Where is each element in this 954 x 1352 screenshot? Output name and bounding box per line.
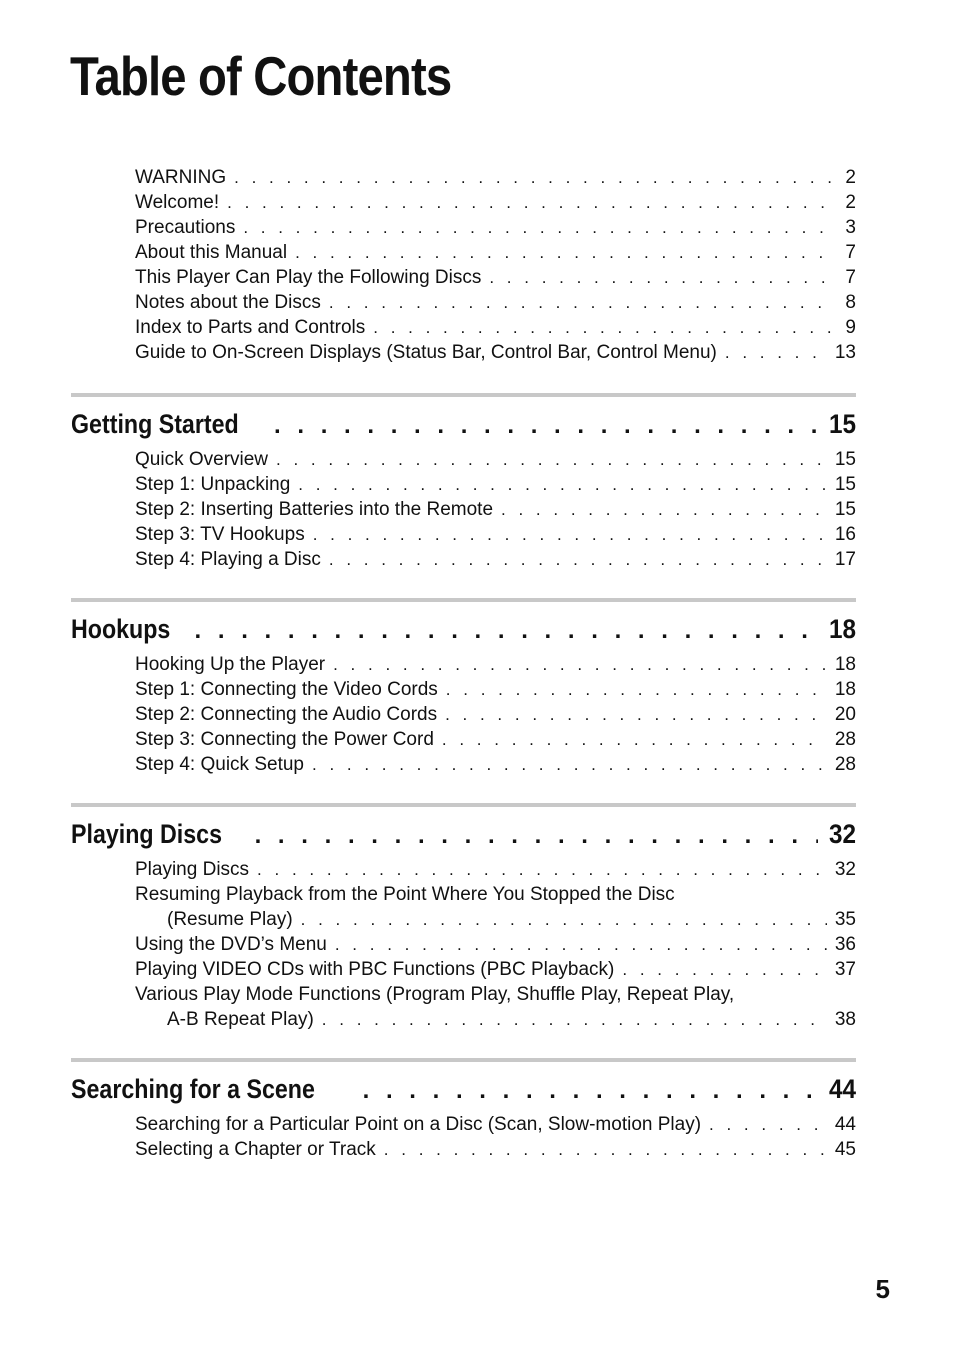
toc-entry-title: Playing Discs: [135, 859, 250, 880]
toc-entry-page: 38: [834, 1009, 856, 1030]
toc-entry-title: Step 4: Playing a Disc: [135, 549, 321, 570]
toc-entry-page: 16: [834, 524, 856, 545]
page-number: 5: [875, 1274, 890, 1304]
section-entries: [135, 1114, 856, 1164]
toc-entry[interactable]: [135, 729, 856, 754]
dot-leader: [301, 910, 827, 930]
section-heading-page: 15: [828, 409, 856, 439]
toc-entry-title: Notes about the Discs: [135, 292, 321, 313]
dot-leader: [276, 450, 827, 470]
dot-leader: [274, 412, 818, 440]
dot-leader: [622, 960, 826, 980]
toc-entry-page: 20: [834, 704, 856, 725]
toc-entry[interactable]: [135, 884, 856, 909]
toc-entry-page: 32: [834, 859, 856, 880]
toc-entry-title: Resuming Playback from the Point Where You Stopped the Disc: [135, 884, 675, 905]
dot-leader: [298, 475, 827, 495]
section-divider: [71, 598, 856, 602]
section-divider: [71, 803, 856, 807]
toc-entry[interactable]: [135, 292, 856, 317]
toc-entry-title: Hooking Up the Player: [135, 654, 326, 675]
dot-leader: [442, 730, 827, 750]
page-title: Table of Contents: [70, 45, 452, 107]
toc-entry-title: Step 3: Connecting the Power Cord: [135, 729, 434, 750]
toc-entry-page: 44: [834, 1114, 856, 1135]
toc-entry-title: Step 2: Connecting the Audio Cords: [135, 704, 438, 725]
section-heading[interactable]: [71, 819, 856, 859]
toc-entry-page: 45: [834, 1139, 856, 1160]
section-heading[interactable]: [71, 409, 856, 449]
toc-entry-title: Quick Overview: [135, 449, 269, 470]
toc-entry-page: 15: [834, 499, 856, 520]
dot-leader: [322, 1010, 827, 1030]
toc-entry-title: Index to Parts and Controls: [135, 317, 366, 338]
toc-entry[interactable]: [135, 934, 856, 959]
toc-entry-continuation-title: A-B Repeat Play): [167, 1009, 314, 1030]
dot-leader: [501, 500, 827, 520]
section-heading-page: 44: [828, 1074, 856, 1104]
toc-entry-page: 8: [845, 292, 856, 313]
toc-entry-page: 9: [845, 317, 856, 338]
toc-entry-title: About this Manual: [135, 242, 288, 263]
dot-leader: [255, 822, 818, 850]
toc-entry-title: Step 1: Connecting the Video Cords: [135, 679, 438, 700]
toc-entry-page: 37: [834, 959, 856, 980]
toc-entry-page: 3: [845, 217, 856, 238]
toc-entry-continuation-title: (Resume Play): [167, 909, 293, 930]
dot-leader: [725, 343, 827, 363]
section-entries: [135, 654, 856, 779]
toc-entry-page: 2: [845, 192, 856, 213]
toc-section: [71, 393, 856, 574]
toc-entry[interactable]: [135, 754, 856, 779]
section-divider: [71, 393, 856, 397]
toc-entry-title: Using the DVD’s Menu: [135, 934, 327, 955]
dot-leader: [227, 193, 836, 213]
toc-entry[interactable]: [135, 267, 856, 292]
toc-entry-title: Step 2: Inserting Batteries into the Remote: [135, 499, 494, 520]
toc-section: [71, 598, 856, 779]
toc-entry[interactable]: [135, 704, 856, 729]
dot-leader: [329, 293, 836, 313]
toc-entry[interactable]: [135, 679, 856, 704]
toc-entry-page: 7: [845, 267, 856, 288]
section-heading-title: Getting Started: [71, 409, 239, 439]
dot-leader: [312, 755, 827, 775]
toc-entry-page: 36: [834, 934, 856, 955]
toc-entry-title: Various Play Mode Functions (Program Play, Shuffle Play, Repeat Play,: [135, 984, 735, 1005]
dot-leader: [709, 1115, 827, 1135]
section-entries: [135, 449, 856, 574]
section-heading-title: Hookups: [71, 614, 171, 644]
section-heading-title: Searching for a Scene: [71, 1074, 315, 1104]
toc-entry-title: Guide to On-Screen Displays (Status Bar, Control Bar, Control Menu): [135, 342, 717, 363]
toc-entry[interactable]: [135, 449, 856, 474]
toc-entry[interactable]: [135, 167, 856, 192]
toc-entry[interactable]: [135, 959, 856, 984]
toc-entry[interactable]: [135, 192, 856, 217]
section-heading[interactable]: [71, 1074, 856, 1114]
toc-section: [71, 1058, 856, 1164]
toc-entry-title: Step 3: TV Hookups: [135, 524, 305, 545]
dot-leader: [446, 680, 827, 700]
dot-leader: [363, 1077, 818, 1105]
toc-entry[interactable]: [135, 859, 856, 884]
toc-entry[interactable]: [135, 342, 856, 367]
section-heading-page: 18: [828, 614, 856, 644]
toc-entry-continuation[interactable]: [135, 909, 856, 934]
section-divider: [71, 1058, 856, 1062]
dot-leader: [313, 525, 827, 545]
dot-leader: [333, 655, 827, 675]
toc-entry-title: Precautions: [135, 217, 236, 238]
toc-entry-title: Welcome!: [135, 192, 220, 213]
dot-leader: [445, 705, 827, 725]
toc-entry-page: 7: [845, 242, 856, 263]
toc-entry-page: 18: [834, 654, 856, 675]
toc-entry-title: WARNING: [135, 167, 227, 188]
toc-entry-title: Selecting a Chapter or Track: [135, 1139, 376, 1160]
toc-entry[interactable]: [135, 984, 856, 1009]
toc-entry[interactable]: [135, 524, 856, 549]
toc-section: [71, 803, 856, 1034]
section-heading[interactable]: [71, 614, 856, 654]
toc-entry[interactable]: [135, 499, 856, 524]
toc-entry-page: 28: [834, 754, 856, 775]
section-entries: [135, 859, 856, 1034]
toc-entry-title: Playing VIDEO CDs with PBC Functions (PBC Playback): [135, 959, 615, 980]
toc-entry-continuation[interactable]: [135, 1009, 856, 1034]
toc-entry-page: 15: [834, 474, 856, 495]
dot-leader: [257, 860, 827, 880]
dot-leader: [295, 243, 836, 263]
toc-entry-title: Searching for a Particular Point on a Disc (Scan, Slow-motion Play): [135, 1114, 702, 1135]
toc-entry-page: 15: [834, 449, 856, 470]
dot-leader: [243, 218, 836, 238]
toc-entry-page: 35: [834, 909, 856, 930]
toc-entry[interactable]: [135, 474, 856, 499]
toc-entry[interactable]: [135, 242, 856, 267]
toc-entry[interactable]: [135, 654, 856, 679]
toc-entry[interactable]: [135, 317, 856, 342]
dot-leader: [329, 550, 827, 570]
toc-entry[interactable]: [135, 1114, 856, 1139]
intro-entries: [135, 167, 856, 367]
toc-entry-title: This Player Can Play the Following Discs: [135, 267, 482, 288]
dot-leader: [234, 168, 836, 188]
toc-entry[interactable]: [135, 549, 856, 574]
section-heading-title: Playing Discs: [71, 819, 223, 849]
toc-entry-page: 17: [834, 549, 856, 570]
dot-leader: [489, 268, 836, 288]
dot-leader: [335, 935, 827, 955]
toc-entry[interactable]: [135, 1139, 856, 1164]
dot-leader: [384, 1140, 827, 1160]
toc-entry-page: 18: [834, 679, 856, 700]
toc-entry-title: Step 1: Unpacking: [135, 474, 291, 495]
dot-leader: [373, 318, 836, 338]
toc-entry-title: Step 4: Quick Setup: [135, 754, 304, 775]
dot-leader: [195, 617, 818, 645]
toc-entry-page: 28: [834, 729, 856, 750]
section-heading-page: 32: [828, 819, 856, 849]
toc-entry-page: 13: [834, 342, 856, 363]
toc-entry-page: 2: [845, 167, 856, 188]
toc-entry[interactable]: [135, 217, 856, 242]
